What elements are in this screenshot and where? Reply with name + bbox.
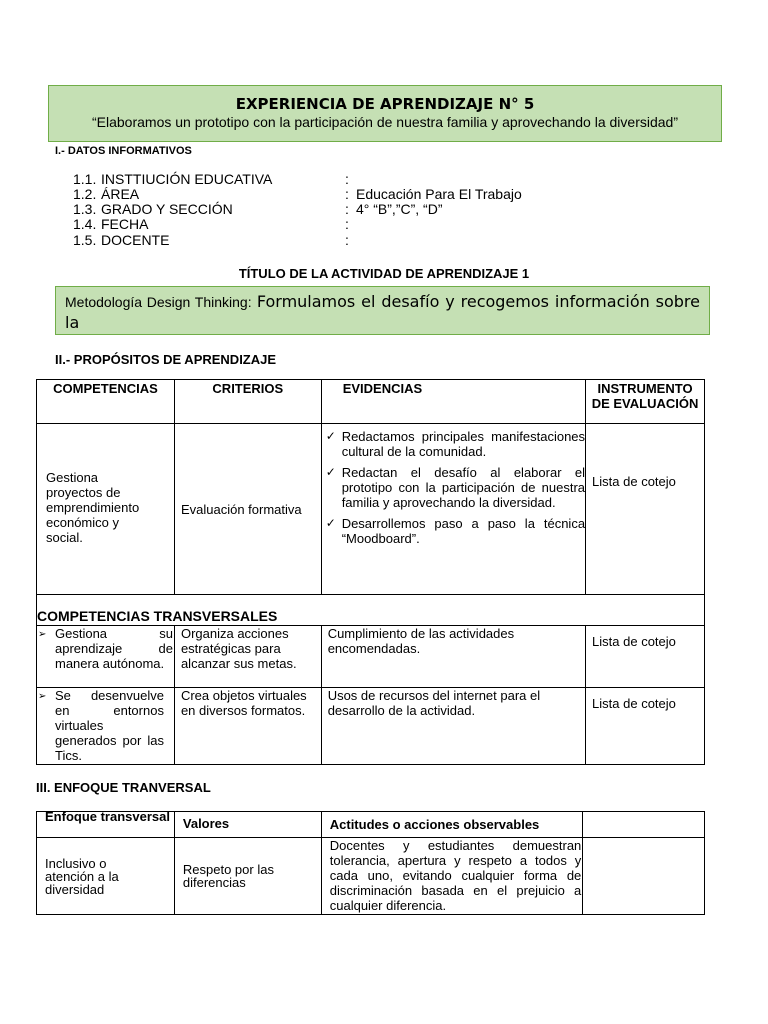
header-box bbox=[48, 85, 722, 142]
valor-cell: Respeto por las diferencias bbox=[174, 838, 321, 915]
col-header-enfoque: Enfoque transversal bbox=[37, 812, 175, 838]
extra-cell bbox=[583, 838, 705, 915]
col-header-extra bbox=[583, 812, 705, 838]
datos-row bbox=[73, 186, 573, 202]
col-header-competencias: COMPETENCIAS bbox=[37, 380, 175, 424]
propositos-heading: II.- PROPÓSITOS DE APRENDIZAJE bbox=[55, 352, 277, 367]
enfoque-heading: III. ENFOQUE TRANVERSAL bbox=[36, 780, 211, 795]
datos-row bbox=[73, 171, 573, 187]
table-row bbox=[37, 424, 705, 595]
evidencias-cell bbox=[321, 424, 585, 595]
table-row bbox=[37, 688, 705, 765]
col-header-instrumento: INSTRUMENTO DE EVALUACIÓN bbox=[586, 380, 705, 424]
methodology-label: Metodología Design Thinking: bbox=[65, 294, 252, 310]
check-icon: ✓ bbox=[325, 429, 336, 443]
criterio-transversal: Crea objetos virtuales en diversos formatos. bbox=[180, 688, 307, 718]
check-icon: ✓ bbox=[325, 465, 336, 479]
datos-heading: I.- DATOS INFORMATIVOS bbox=[55, 145, 192, 157]
table-row bbox=[37, 626, 705, 688]
arrow-bullet-icon: ➢ bbox=[38, 691, 47, 702]
instrumento-transversal: Lista de cotejo bbox=[592, 696, 676, 711]
datos-value: 4° “B”,”C”, “D” bbox=[356, 201, 443, 217]
datos-value: Educación Para El Trabajo bbox=[356, 186, 522, 202]
transversales-heading: COMPETENCIAS TRANSVERSALES bbox=[37, 608, 278, 624]
datos-label: FECHA bbox=[101, 216, 149, 232]
instrumento-transversal: Lista de cotejo bbox=[592, 634, 676, 649]
datos-row bbox=[73, 201, 573, 217]
list-item: ✓ Redactan el desafío al elaborar el prototipo con la participación de nuestra familia y aprovechando la diversidad. bbox=[325, 465, 586, 510]
list-item: ✓ Desarrollemos paso a paso la técnica “Moodboard”. bbox=[325, 516, 586, 546]
criterio-cell: Evaluación formativa bbox=[174, 424, 321, 595]
instrumento-cell: Lista de cotejo bbox=[586, 424, 705, 595]
methodology-box bbox=[55, 286, 710, 335]
enfoque-table bbox=[36, 811, 705, 915]
competencia-transversal: ➢ Gestiona su aprendizaje de manera autónoma. bbox=[38, 626, 173, 671]
datos-label: GRADO Y SECCIÓN bbox=[101, 201, 233, 217]
datos-sep: : bbox=[345, 232, 349, 248]
datos-num: 1.2. bbox=[73, 186, 97, 202]
datos-sep: : bbox=[345, 186, 349, 202]
evidencia-transversal: Cumplimiento de las actividades encomendadas. bbox=[327, 626, 515, 656]
datos-label: DOCENTE bbox=[101, 232, 170, 248]
col-header-valores: Valores bbox=[174, 812, 321, 838]
datos-num: 1.3. bbox=[73, 201, 97, 217]
page-subtitle: “Elaboramos un prototipo con la participación de nuestra familia y aprovechando la diversidad” bbox=[92, 114, 678, 130]
actitud-cell: Docentes y estudiantes demuestran tolerancia, apertura y respeto a todos y cada uno, evitando cualquier forma de discriminación basada en el prejuicio a cualquier diferencia. bbox=[321, 838, 583, 915]
datos-num: 1.5. bbox=[73, 232, 97, 248]
datos-num: 1.4. bbox=[73, 216, 97, 232]
page-title: EXPERIENCIA DE APRENDIZAJE N° 5 bbox=[235, 95, 535, 113]
arrow-bullet-icon: ➢ bbox=[38, 629, 47, 640]
transversales-heading-cell bbox=[37, 595, 705, 626]
enfoque-cell: Inclusivo o atención a la diversidad bbox=[37, 838, 175, 915]
col-header-criterios: CRITERIOS bbox=[174, 380, 321, 424]
list-item: ✓ Redactamos principales manifestaciones cultural de la comunidad. bbox=[325, 429, 586, 459]
table-row bbox=[37, 838, 705, 915]
propositos-table bbox=[36, 379, 705, 765]
evidencia-transversal: Usos de recursos del internet para el desarrollo de la actividad. bbox=[327, 688, 541, 718]
datos-label: ÁREA bbox=[101, 186, 140, 202]
competencia-cell: Gestiona proyectos de emprendimiento económico y social. bbox=[37, 424, 175, 595]
datos-row bbox=[73, 232, 573, 248]
datos-sep: : bbox=[345, 171, 349, 187]
activity-title: TÍTULO DE LA ACTIVIDAD DE APRENDIZAJE 1 bbox=[238, 266, 530, 281]
criterio-transversal: Organiza acciones estratégicas para alcanzar sus metas. bbox=[180, 626, 297, 671]
competencia-transversal: ➢ Se desenvuelve en entornos virtuales generados por las Tics. bbox=[38, 688, 164, 763]
col-header-evidencias: EVIDENCIAS bbox=[321, 380, 585, 424]
challenge-text: Formulamos el desafío y recogemos información sobre la bbox=[65, 292, 700, 332]
check-icon: ✓ bbox=[325, 516, 336, 530]
datos-row bbox=[73, 216, 573, 232]
datos-sep: : bbox=[345, 216, 349, 232]
methodology-text bbox=[65, 292, 700, 334]
datos-label: INSTTIUCIÓN EDUCATIVA bbox=[101, 171, 273, 187]
datos-sep: : bbox=[345, 201, 349, 217]
datos-num: 1.1. bbox=[73, 171, 97, 187]
col-header-actitudes: Actitudes o acciones observables bbox=[321, 812, 583, 838]
